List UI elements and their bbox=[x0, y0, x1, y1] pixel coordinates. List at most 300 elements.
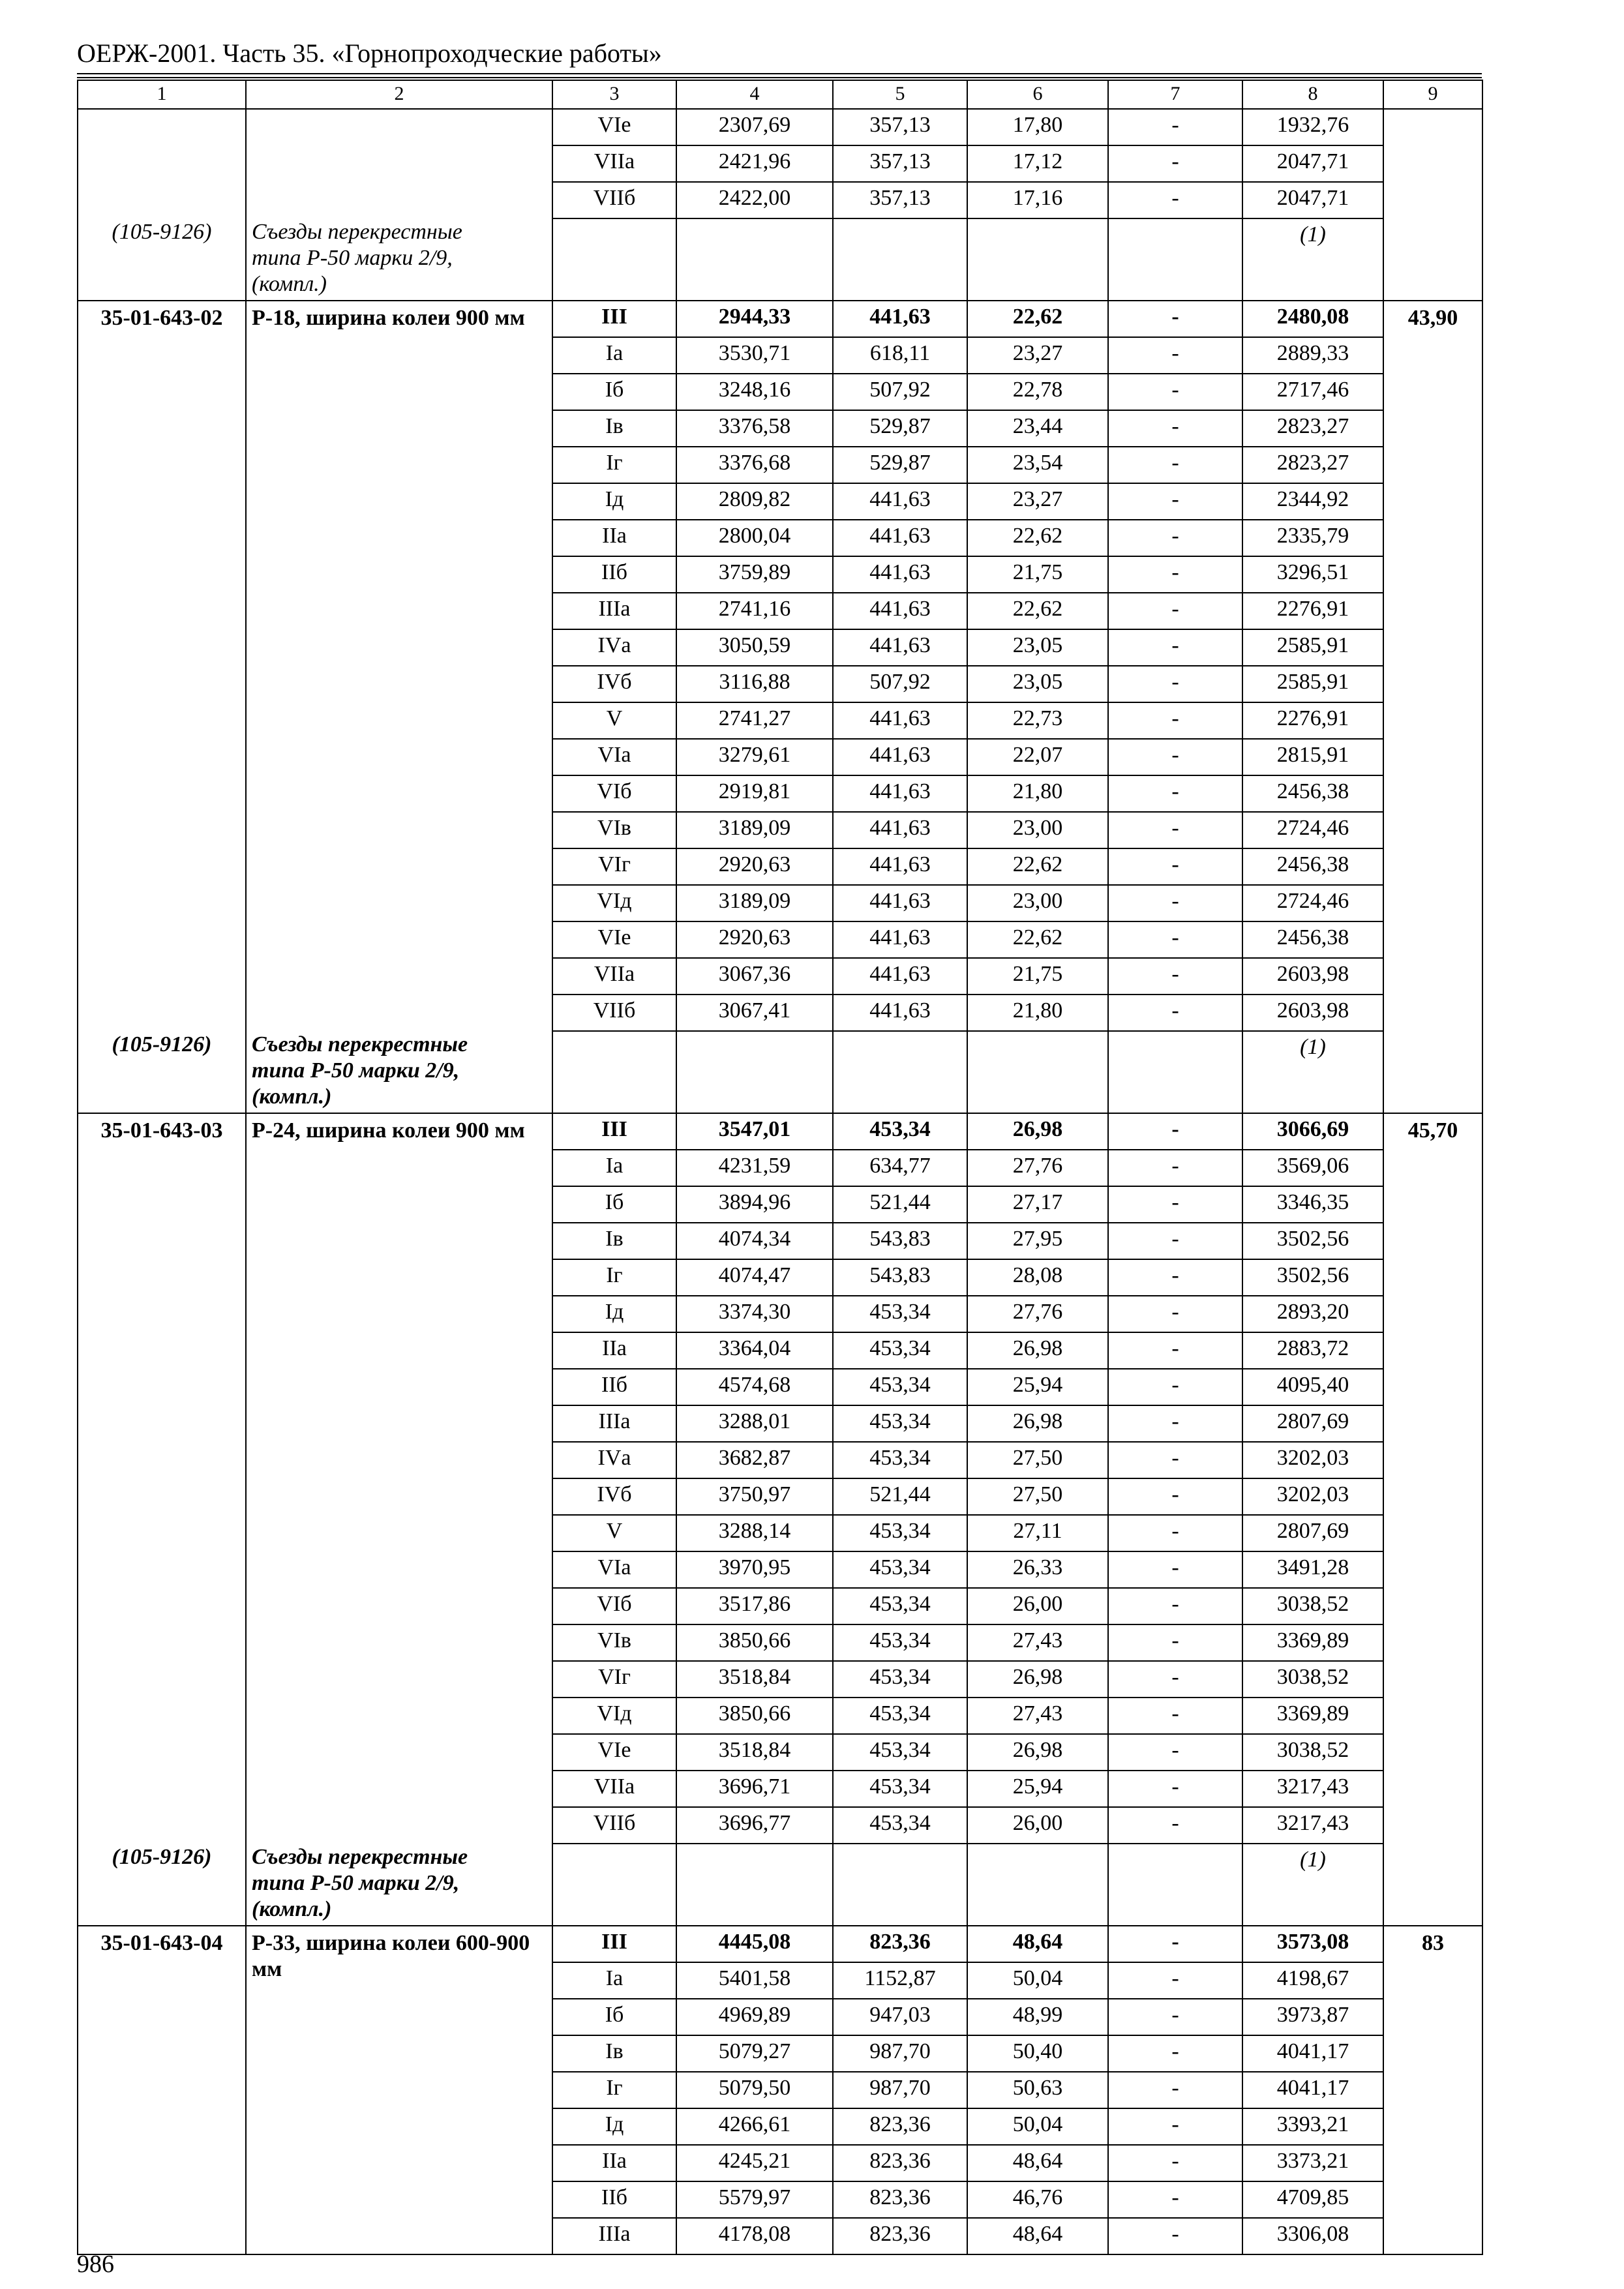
rates-table bbox=[77, 80, 1483, 2255]
cell-c3: Iа bbox=[552, 337, 676, 374]
cell-c5: 441,63 bbox=[833, 520, 967, 556]
cell-empty bbox=[833, 218, 967, 301]
cell-c7: - bbox=[1108, 556, 1242, 593]
cell-c3: IIIа bbox=[552, 2218, 676, 2254]
crossing-text: Съезды перекрестные типа Р-50 марки 2/9, (компл.) bbox=[252, 1032, 468, 1109]
cell-c4: 3050,59 bbox=[676, 629, 833, 666]
cell-c5: 453,34 bbox=[833, 1405, 967, 1442]
item-code-cell bbox=[78, 1926, 246, 2254]
cell-empty bbox=[676, 1031, 833, 1113]
cell-c3: Iб bbox=[552, 1186, 676, 1223]
item-col9-cell: 45,70 bbox=[1383, 1113, 1482, 1926]
cell-c5: 357,13 bbox=[833, 109, 967, 145]
cell-c6: 27,17 bbox=[967, 1186, 1108, 1223]
cell-c5: 453,34 bbox=[833, 1332, 967, 1369]
item-col9-cell bbox=[1383, 109, 1482, 301]
cell-c6: 27,76 bbox=[967, 1296, 1108, 1332]
cell-c7: - bbox=[1108, 2035, 1242, 2072]
cell-c6: 26,00 bbox=[967, 1807, 1108, 1844]
crossing-ref-text: (1) bbox=[1300, 1035, 1326, 1059]
cell-c8: 3296,51 bbox=[1242, 556, 1383, 593]
cell-c3: Iд bbox=[552, 1296, 676, 1332]
cell-c6: 27,95 bbox=[967, 1223, 1108, 1259]
cell-empty bbox=[967, 1844, 1108, 1926]
cell-c5: 441,63 bbox=[833, 812, 967, 848]
cell-c4: 4266,61 bbox=[676, 2108, 833, 2145]
cell-c4: 3288,01 bbox=[676, 1405, 833, 1442]
cell-c4: 4074,47 bbox=[676, 1259, 833, 1296]
cell-c6: 23,05 bbox=[967, 629, 1108, 666]
page-header-title: ОЕРЖ-2001. Часть 35. «Горнопроходческие работы» bbox=[77, 38, 662, 68]
cell-c6: 21,80 bbox=[967, 775, 1108, 812]
cell-c3: IVа bbox=[552, 629, 676, 666]
column-number: 4 bbox=[676, 80, 833, 109]
cell-c3: IIб bbox=[552, 2181, 676, 2218]
cell-c5: 507,92 bbox=[833, 666, 967, 702]
cell-c3: Iд bbox=[552, 2108, 676, 2145]
cell-c5: 947,03 bbox=[833, 1999, 967, 2035]
cell-c4: 3547,01 bbox=[676, 1113, 833, 1150]
cell-c6: 23,00 bbox=[967, 885, 1108, 921]
cell-empty bbox=[833, 1031, 967, 1113]
item-code-cell bbox=[78, 109, 246, 301]
cell-c8: 2893,20 bbox=[1242, 1296, 1383, 1332]
column-number: 5 bbox=[833, 80, 967, 109]
cell-c3: VIб bbox=[552, 1588, 676, 1624]
cell-c7: - bbox=[1108, 2108, 1242, 2145]
cell-c8: 2724,46 bbox=[1242, 812, 1383, 848]
crossing-ref bbox=[1242, 1844, 1383, 1926]
cell-c3: VIIа bbox=[552, 145, 676, 182]
item-code: 35-01-643-04 bbox=[100, 1931, 223, 1955]
cell-c8: 2889,33 bbox=[1242, 337, 1383, 374]
cell-c6: 17,16 bbox=[967, 182, 1108, 218]
cell-c5: 634,77 bbox=[833, 1150, 967, 1186]
cell-c3: VIв bbox=[552, 1624, 676, 1661]
column-number-row bbox=[78, 80, 1482, 109]
cell-c6: 48,64 bbox=[967, 1926, 1108, 1962]
cell-c8: 2456,38 bbox=[1242, 848, 1383, 885]
cell-c3: Iб bbox=[552, 1999, 676, 2035]
cell-c7: - bbox=[1108, 301, 1242, 337]
cell-c7: - bbox=[1108, 1296, 1242, 1332]
cell-c3: IVа bbox=[552, 1442, 676, 1478]
cell-c3: VIIб bbox=[552, 182, 676, 218]
cell-c4: 4231,59 bbox=[676, 1150, 833, 1186]
cell-c4: 3894,96 bbox=[676, 1186, 833, 1223]
cell-c5: 453,34 bbox=[833, 1807, 967, 1844]
cell-c5: 453,34 bbox=[833, 1296, 967, 1332]
cell-c7: - bbox=[1108, 812, 1242, 848]
cell-c8: 3217,43 bbox=[1242, 1771, 1383, 1807]
item-name-cell bbox=[246, 109, 552, 301]
cell-c5: 441,63 bbox=[833, 995, 967, 1031]
crossing-ref bbox=[1242, 1031, 1383, 1113]
cell-c5: 441,63 bbox=[833, 483, 967, 520]
item-name: Р-24, ширина колеи 900 мм bbox=[252, 1118, 525, 1143]
item-col9-cell: 83 bbox=[1383, 1926, 1482, 2254]
cell-c6: 48,99 bbox=[967, 1999, 1108, 2035]
column-number: 7 bbox=[1108, 80, 1242, 109]
cell-c5: 453,34 bbox=[833, 1771, 967, 1807]
cell-c7: - bbox=[1108, 520, 1242, 556]
cell-c7: - bbox=[1108, 410, 1242, 447]
cell-c6: 17,12 bbox=[967, 145, 1108, 182]
cell-c8: 4095,40 bbox=[1242, 1369, 1383, 1405]
cell-empty bbox=[676, 1844, 833, 1926]
cell-c3: Iв bbox=[552, 1223, 676, 1259]
cell-c7: - bbox=[1108, 1962, 1242, 1999]
cell-c4: 4445,08 bbox=[676, 1926, 833, 1962]
cell-c5: 618,11 bbox=[833, 337, 967, 374]
crossing-code: (105-9126) bbox=[112, 1845, 212, 1869]
cell-c8: 3393,21 bbox=[1242, 2108, 1383, 2145]
cell-c6: 22,62 bbox=[967, 848, 1108, 885]
cell-c6: 23,54 bbox=[967, 447, 1108, 483]
cell-c3: Iв bbox=[552, 410, 676, 447]
cell-c6: 27,50 bbox=[967, 1442, 1108, 1478]
cell-c3: VIд bbox=[552, 885, 676, 921]
cell-c3: IIа bbox=[552, 520, 676, 556]
crossing-code: (105-9126) bbox=[112, 1032, 212, 1056]
cell-c5: 441,63 bbox=[833, 958, 967, 995]
cell-c4: 4178,08 bbox=[676, 2218, 833, 2254]
item-name: Р-18, ширина колеи 900 мм bbox=[252, 306, 525, 330]
cell-c6: 23,27 bbox=[967, 483, 1108, 520]
cell-c3: IIа bbox=[552, 2145, 676, 2181]
cell-c5: 453,34 bbox=[833, 1734, 967, 1771]
cell-c3: Iв bbox=[552, 2035, 676, 2072]
cell-c5: 453,34 bbox=[833, 1113, 967, 1150]
cell-c3: VIIа bbox=[552, 958, 676, 995]
cell-c8: 2883,72 bbox=[1242, 1332, 1383, 1369]
cell-c5: 453,34 bbox=[833, 1588, 967, 1624]
cell-c5: 441,63 bbox=[833, 593, 967, 629]
cell-c5: 441,63 bbox=[833, 848, 967, 885]
cell-c4: 3376,58 bbox=[676, 410, 833, 447]
cell-c5: 453,34 bbox=[833, 1369, 967, 1405]
cell-c8: 2585,91 bbox=[1242, 629, 1383, 666]
cell-c4: 3116,88 bbox=[676, 666, 833, 702]
cell-c5: 823,36 bbox=[833, 2218, 967, 2254]
cell-c7: - bbox=[1108, 885, 1242, 921]
cell-c7: - bbox=[1108, 1259, 1242, 1296]
cell-c3: IVб bbox=[552, 666, 676, 702]
cell-c7: - bbox=[1108, 483, 1242, 520]
crossing-ref-text: (1) bbox=[1300, 222, 1326, 247]
cell-c3: VIIа bbox=[552, 1771, 676, 1807]
cell-c4: 3850,66 bbox=[676, 1624, 833, 1661]
cell-c3: IIIа bbox=[552, 593, 676, 629]
cell-c8: 3369,89 bbox=[1242, 1698, 1383, 1734]
cell-c8: 3502,56 bbox=[1242, 1223, 1383, 1259]
cell-c7: - bbox=[1108, 739, 1242, 775]
cell-c6: 26,98 bbox=[967, 1332, 1108, 1369]
item-code: 35-01-643-03 bbox=[100, 1118, 223, 1143]
cell-c6: 22,07 bbox=[967, 739, 1108, 775]
cell-c8: 2717,46 bbox=[1242, 374, 1383, 410]
cell-c3: VIе bbox=[552, 1734, 676, 1771]
cell-c5: 823,36 bbox=[833, 2181, 967, 2218]
cell-empty bbox=[676, 218, 833, 301]
cell-c8: 2724,46 bbox=[1242, 885, 1383, 921]
cell-c8: 3573,08 bbox=[1242, 1926, 1383, 1962]
cell-empty bbox=[1108, 1844, 1242, 1926]
cell-c4: 3517,86 bbox=[676, 1588, 833, 1624]
cell-c8: 4709,85 bbox=[1242, 2181, 1383, 2218]
cell-c8: 3217,43 bbox=[1242, 1807, 1383, 1844]
crossing-text: Съезды перекрестные типа Р-50 марки 2/9, (компл.) bbox=[252, 1845, 468, 1921]
table-row bbox=[78, 109, 1482, 145]
cell-c5: 987,70 bbox=[833, 2035, 967, 2072]
cell-c5: 441,63 bbox=[833, 921, 967, 958]
cell-c4: 3682,87 bbox=[676, 1442, 833, 1478]
cell-c7: - bbox=[1108, 1369, 1242, 1405]
cell-c4: 2741,27 bbox=[676, 702, 833, 739]
cell-c7: - bbox=[1108, 775, 1242, 812]
cell-c4: 5079,27 bbox=[676, 2035, 833, 2072]
cell-c3: IIIа bbox=[552, 1405, 676, 1442]
cell-c5: 453,34 bbox=[833, 1442, 967, 1478]
cell-c3: IIа bbox=[552, 1332, 676, 1369]
item-code-cell bbox=[78, 1113, 246, 1926]
cell-c6: 23,00 bbox=[967, 812, 1108, 848]
cell-c8: 3066,69 bbox=[1242, 1113, 1383, 1150]
cell-c5: 441,63 bbox=[833, 301, 967, 337]
cell-c4: 4074,34 bbox=[676, 1223, 833, 1259]
cell-c8: 3038,52 bbox=[1242, 1734, 1383, 1771]
cell-empty bbox=[833, 1844, 967, 1926]
cell-c4: 3750,97 bbox=[676, 1478, 833, 1515]
cell-c3: VIг bbox=[552, 848, 676, 885]
cell-c6: 26,98 bbox=[967, 1113, 1108, 1150]
cell-c7: - bbox=[1108, 593, 1242, 629]
cell-c4: 3759,89 bbox=[676, 556, 833, 593]
cell-c5: 441,63 bbox=[833, 629, 967, 666]
cell-c6: 50,04 bbox=[967, 1962, 1108, 1999]
cell-c8: 2807,69 bbox=[1242, 1405, 1383, 1442]
cell-c5: 357,13 bbox=[833, 182, 967, 218]
cell-c3: IIб bbox=[552, 1369, 676, 1405]
cell-c5: 987,70 bbox=[833, 2072, 967, 2108]
cell-c4: 3279,61 bbox=[676, 739, 833, 775]
cell-c8: 3369,89 bbox=[1242, 1624, 1383, 1661]
cell-c6: 22,78 bbox=[967, 374, 1108, 410]
cell-c6: 27,50 bbox=[967, 1478, 1108, 1515]
cell-c6: 26,33 bbox=[967, 1551, 1108, 1588]
cell-c8: 2456,38 bbox=[1242, 921, 1383, 958]
cell-c8: 3306,08 bbox=[1242, 2218, 1383, 2254]
cell-c5: 823,36 bbox=[833, 1926, 967, 1962]
cell-c6: 48,64 bbox=[967, 2218, 1108, 2254]
cell-empty bbox=[552, 218, 676, 301]
cell-c7: - bbox=[1108, 1999, 1242, 2035]
cell-c7: - bbox=[1108, 1186, 1242, 1223]
cell-c4: 3067,36 bbox=[676, 958, 833, 995]
cell-c6: 23,05 bbox=[967, 666, 1108, 702]
cell-c7: - bbox=[1108, 145, 1242, 182]
cell-c4: 3696,71 bbox=[676, 1771, 833, 1807]
cell-c6: 26,00 bbox=[967, 1588, 1108, 1624]
column-number: 9 bbox=[1383, 80, 1482, 109]
cell-c4: 4969,89 bbox=[676, 1999, 833, 2035]
cell-c6: 50,40 bbox=[967, 2035, 1108, 2072]
cell-c5: 453,34 bbox=[833, 1551, 967, 1588]
cell-c5: 453,34 bbox=[833, 1661, 967, 1698]
cell-c3: III bbox=[552, 301, 676, 337]
cell-c8: 2807,69 bbox=[1242, 1515, 1383, 1551]
cell-c4: 3850,66 bbox=[676, 1698, 833, 1734]
cell-c7: - bbox=[1108, 995, 1242, 1031]
cell-empty bbox=[967, 218, 1108, 301]
cell-c4: 2920,63 bbox=[676, 848, 833, 885]
cell-c7: - bbox=[1108, 1588, 1242, 1624]
cell-c5: 453,34 bbox=[833, 1515, 967, 1551]
cell-c6: 21,80 bbox=[967, 995, 1108, 1031]
cell-c4: 2307,69 bbox=[676, 109, 833, 145]
cell-c6: 28,08 bbox=[967, 1259, 1108, 1296]
cell-c5: 441,63 bbox=[833, 702, 967, 739]
cell-c6: 21,75 bbox=[967, 958, 1108, 995]
cell-c8: 3202,03 bbox=[1242, 1478, 1383, 1515]
cell-empty bbox=[967, 1031, 1108, 1113]
cell-c4: 2422,00 bbox=[676, 182, 833, 218]
cell-c3: Iг bbox=[552, 447, 676, 483]
cell-c5: 521,44 bbox=[833, 1478, 967, 1515]
cell-c8: 2047,71 bbox=[1242, 145, 1383, 182]
cell-c5: 529,87 bbox=[833, 447, 967, 483]
item-name-cell bbox=[246, 301, 552, 1113]
cell-c5: 823,36 bbox=[833, 2108, 967, 2145]
cell-c7: - bbox=[1108, 1515, 1242, 1551]
cell-c3: IIб bbox=[552, 556, 676, 593]
cell-c5: 1152,87 bbox=[833, 1962, 967, 1999]
cell-c5: 529,87 bbox=[833, 410, 967, 447]
cell-c7: - bbox=[1108, 1405, 1242, 1442]
cell-c4: 2944,33 bbox=[676, 301, 833, 337]
cell-c8: 4198,67 bbox=[1242, 1962, 1383, 1999]
header-rule bbox=[77, 73, 1482, 74]
cell-c3: Iг bbox=[552, 2072, 676, 2108]
cell-c8: 1932,76 bbox=[1242, 109, 1383, 145]
cell-c6: 50,63 bbox=[967, 2072, 1108, 2108]
cell-c7: - bbox=[1108, 1698, 1242, 1734]
cell-c7: - bbox=[1108, 374, 1242, 410]
cell-c4: 3376,68 bbox=[676, 447, 833, 483]
cell-c3: VIIб bbox=[552, 1807, 676, 1844]
cell-c4: 3374,30 bbox=[676, 1296, 833, 1332]
cell-c3: VIе bbox=[552, 109, 676, 145]
cell-c4: 3288,14 bbox=[676, 1515, 833, 1551]
cell-c3: III bbox=[552, 1113, 676, 1150]
column-number: 3 bbox=[552, 80, 676, 109]
cell-c7: - bbox=[1108, 1771, 1242, 1807]
cell-c5: 441,63 bbox=[833, 739, 967, 775]
cell-c5: 453,34 bbox=[833, 1698, 967, 1734]
cell-c8: 3569,06 bbox=[1242, 1150, 1383, 1186]
cell-c5: 453,34 bbox=[833, 1624, 967, 1661]
cell-c4: 3189,09 bbox=[676, 812, 833, 848]
cell-c4: 2920,63 bbox=[676, 921, 833, 958]
cell-c8: 2047,71 bbox=[1242, 182, 1383, 218]
cell-c3: VIв bbox=[552, 812, 676, 848]
cell-c6: 25,94 bbox=[967, 1369, 1108, 1405]
cell-c7: - bbox=[1108, 2218, 1242, 2254]
cell-c4: 2421,96 bbox=[676, 145, 833, 182]
cell-c3: Iг bbox=[552, 1259, 676, 1296]
cell-c7: - bbox=[1108, 337, 1242, 374]
cell-c6: 27,76 bbox=[967, 1150, 1108, 1186]
cell-c4: 5579,97 bbox=[676, 2181, 833, 2218]
cell-c4: 3189,09 bbox=[676, 885, 833, 921]
cell-c8: 2603,98 bbox=[1242, 958, 1383, 995]
cell-c5: 441,63 bbox=[833, 775, 967, 812]
cell-c8: 3202,03 bbox=[1242, 1442, 1383, 1478]
header-rule-second bbox=[77, 77, 1482, 78]
page-number: 986 bbox=[77, 2251, 114, 2278]
cell-c6: 26,98 bbox=[967, 1661, 1108, 1698]
item-col9-cell: 43,90 bbox=[1383, 301, 1482, 1113]
cell-c3: Iа bbox=[552, 1150, 676, 1186]
cell-c4: 3248,16 bbox=[676, 374, 833, 410]
cell-c4: 3067,41 bbox=[676, 995, 833, 1031]
cell-c3: IVб bbox=[552, 1478, 676, 1515]
cell-c8: 4041,17 bbox=[1242, 2035, 1383, 2072]
cell-c7: - bbox=[1108, 848, 1242, 885]
cell-c6: 22,62 bbox=[967, 301, 1108, 337]
cell-c4: 4574,68 bbox=[676, 1369, 833, 1405]
cell-c4: 3518,84 bbox=[676, 1661, 833, 1698]
cell-c7: - bbox=[1108, 182, 1242, 218]
cell-empty bbox=[1108, 1031, 1242, 1113]
cell-c8: 2585,91 bbox=[1242, 666, 1383, 702]
cell-c6: 48,64 bbox=[967, 2145, 1108, 2181]
cell-empty bbox=[552, 1844, 676, 1926]
cell-c8: 3502,56 bbox=[1242, 1259, 1383, 1296]
cell-c6: 27,43 bbox=[967, 1698, 1108, 1734]
cell-c3: VIб bbox=[552, 775, 676, 812]
cell-c8: 2344,92 bbox=[1242, 483, 1383, 520]
cell-c4: 3530,71 bbox=[676, 337, 833, 374]
cell-c7: - bbox=[1108, 1113, 1242, 1150]
cell-c4: 5079,50 bbox=[676, 2072, 833, 2108]
item-code: 35-01-643-02 bbox=[100, 306, 223, 330]
cell-c7: - bbox=[1108, 1332, 1242, 1369]
cell-c8: 3491,28 bbox=[1242, 1551, 1383, 1588]
cell-empty bbox=[1108, 218, 1242, 301]
cell-c6: 22,73 bbox=[967, 702, 1108, 739]
cell-c7: - bbox=[1108, 1442, 1242, 1478]
cell-c8: 2276,91 bbox=[1242, 593, 1383, 629]
item-code-cell bbox=[78, 301, 246, 1113]
cell-c8: 2823,27 bbox=[1242, 447, 1383, 483]
cell-c6: 46,76 bbox=[967, 2181, 1108, 2218]
cell-c8: 2276,91 bbox=[1242, 702, 1383, 739]
cell-c6: 22,62 bbox=[967, 921, 1108, 958]
cell-c4: 5401,58 bbox=[676, 1962, 833, 1999]
cell-c6: 50,04 bbox=[967, 2108, 1108, 2145]
cell-c3: VIIб bbox=[552, 995, 676, 1031]
cell-c8: 2456,38 bbox=[1242, 775, 1383, 812]
cell-c5: 823,36 bbox=[833, 2145, 967, 2181]
cell-c3: Iб bbox=[552, 374, 676, 410]
cell-c6: 23,27 bbox=[967, 337, 1108, 374]
cell-c3: VIд bbox=[552, 1698, 676, 1734]
cell-c7: - bbox=[1108, 1150, 1242, 1186]
cell-c3: VIг bbox=[552, 1661, 676, 1698]
cell-empty bbox=[552, 1031, 676, 1113]
cell-c8: 3373,21 bbox=[1242, 2145, 1383, 2181]
